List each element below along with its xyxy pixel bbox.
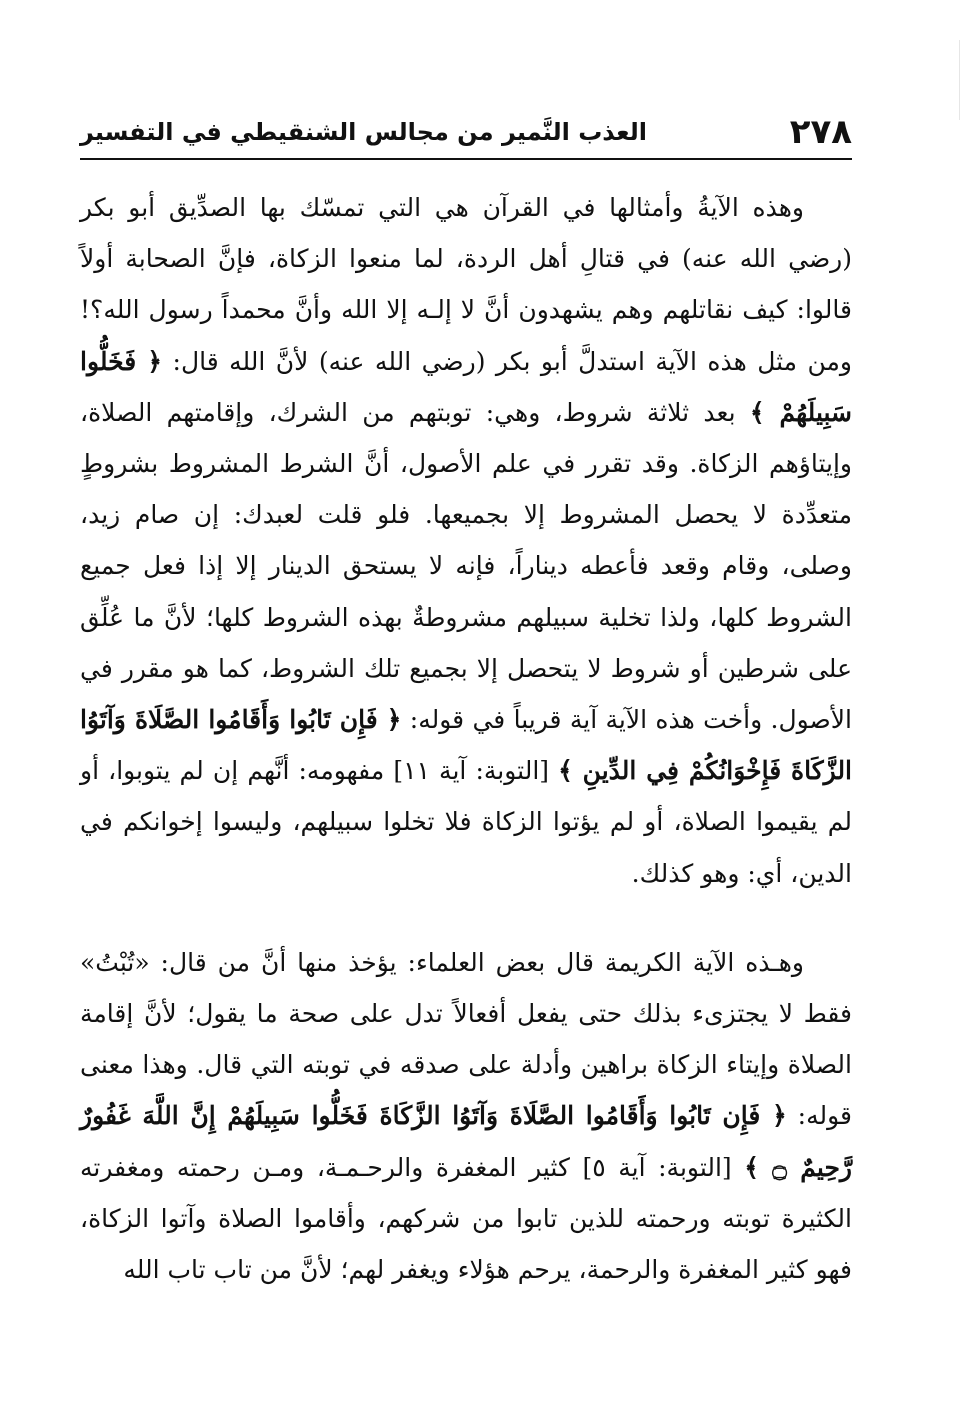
paragraph-1-text-1: وهذه الآيةُ وأمثالها في القرآن هي التي تمسّك بها الصدِّيق أبو بكر (رضي الله عنه) في قتالِ أهل الردة، لما منعوا الزكاة، فإنَّ الصحابة أولاً قالوا: كيف نقاتلهم وهم يشهدون أنَّ لا إلـه إلا الله وأنَّ محمداً رسول الله؟! ومن مثل هذه الآية استدلَّ أبو بكر (رضي الله عنه) لأنَّ الله قال: (80, 193, 852, 376)
quran-quote-3: ﴿ فَإِن تَابُوا وَأَقَامُوا الصَّلَاةَ وَآتَوُا الزَّكَاةَ فَخَلُّوا سَبِيلَهُمْ إِنَّ اللَّهَ غَفُورٌ رَّحِيمٌ ۝ ﴾ (80, 1101, 852, 1182)
paragraph-2 (80, 937, 852, 1295)
page-number: ٢٧٨ (789, 112, 852, 152)
paragraph-2-text-2: [التوبة: آية ٥] كثير المغفرة والرحـمـة، ومـن رحمته ومغفرته الكثيرة توبته ورحمته للذين تابوا من شركهم، وأقاموا الصلاة وآتوا الزكاة، فهو كثير المغفرة والرحمة، يرحم هؤلاء ويغفر لهم؛ لأنَّ من تاب تاب الله (80, 1152, 852, 1285)
paragraph-1-text-2: بعد ثلاثة شروط، وهي: توبتهم من الشرك، وإقامتهم الصلاة، وإيتاؤهم الزكاة. وقد تقرر في علم الأصول، أنَّ الشرط المشروط بشروطٍ متعدِّدة لا يحصل المشروط إلا بجميعها. فلو قلت لعبدك: إن صام زيد، وصلى، وقام وقعد فأعطه ديناراً، فإنه لا يستحق الدينار إلا إذا فعل جميع الشروط كلها، ولذا تخلية سبيلهم مشروطةٌ بهذه الشروط كلها؛ لأنَّ ما عُلِّق على شرطين أو شروط لا يتحصل إلا بجميع تلك الشروط، كما هو مقرر في الأصول. وأخت هذه الآية آية قريباً في قوله: (80, 397, 852, 735)
paragraph-2-text-1: وهـذه الآية الكريمة قال بعض العلماء: يؤخذ منها أنَّ من قال: «تُبْتُ» فقط لا يجتزىء بذلك حتى يفعل أفعالاً تدل على صحة ما يقول؛ لأنَّ إقامة الصلاة وإيتاء الزكاة براهين وأدلة على صدقه في توبته التي قال. وهذا معنى قوله: (80, 947, 852, 1131)
quran-quote-2: ﴿ فَإِن تَابُوا وَأَقَامُوا الصَّلَاةَ وَآتَوُا الزَّكَاةَ فَإِخْوَانُكُمْ فِي الدِّينِ ﴾ (80, 705, 853, 786)
running-title: العذب النَّمير من مجالس الشنقيطي في التفسير (80, 118, 647, 146)
header-rule (80, 158, 852, 160)
paragraph-1 (80, 182, 852, 899)
quran-quote-1: ﴿ فَخَلُّوا سَبِيلَهُمْ ﴾ (80, 346, 852, 427)
page-body (80, 182, 852, 1295)
page-edge-mark (959, 40, 960, 120)
page-header (80, 108, 852, 156)
paragraph-1-text-3: [التوبة: آية ١١] مفهومه: أنَّهم إن لم يتوبوا، أو لم يقيموا الصلاة، أو لم يؤتوا الزكاة فلا تخلوا سبيلهم، وليسوا إخوانكم في الدين، أي: وهو كذلك. (80, 756, 852, 888)
